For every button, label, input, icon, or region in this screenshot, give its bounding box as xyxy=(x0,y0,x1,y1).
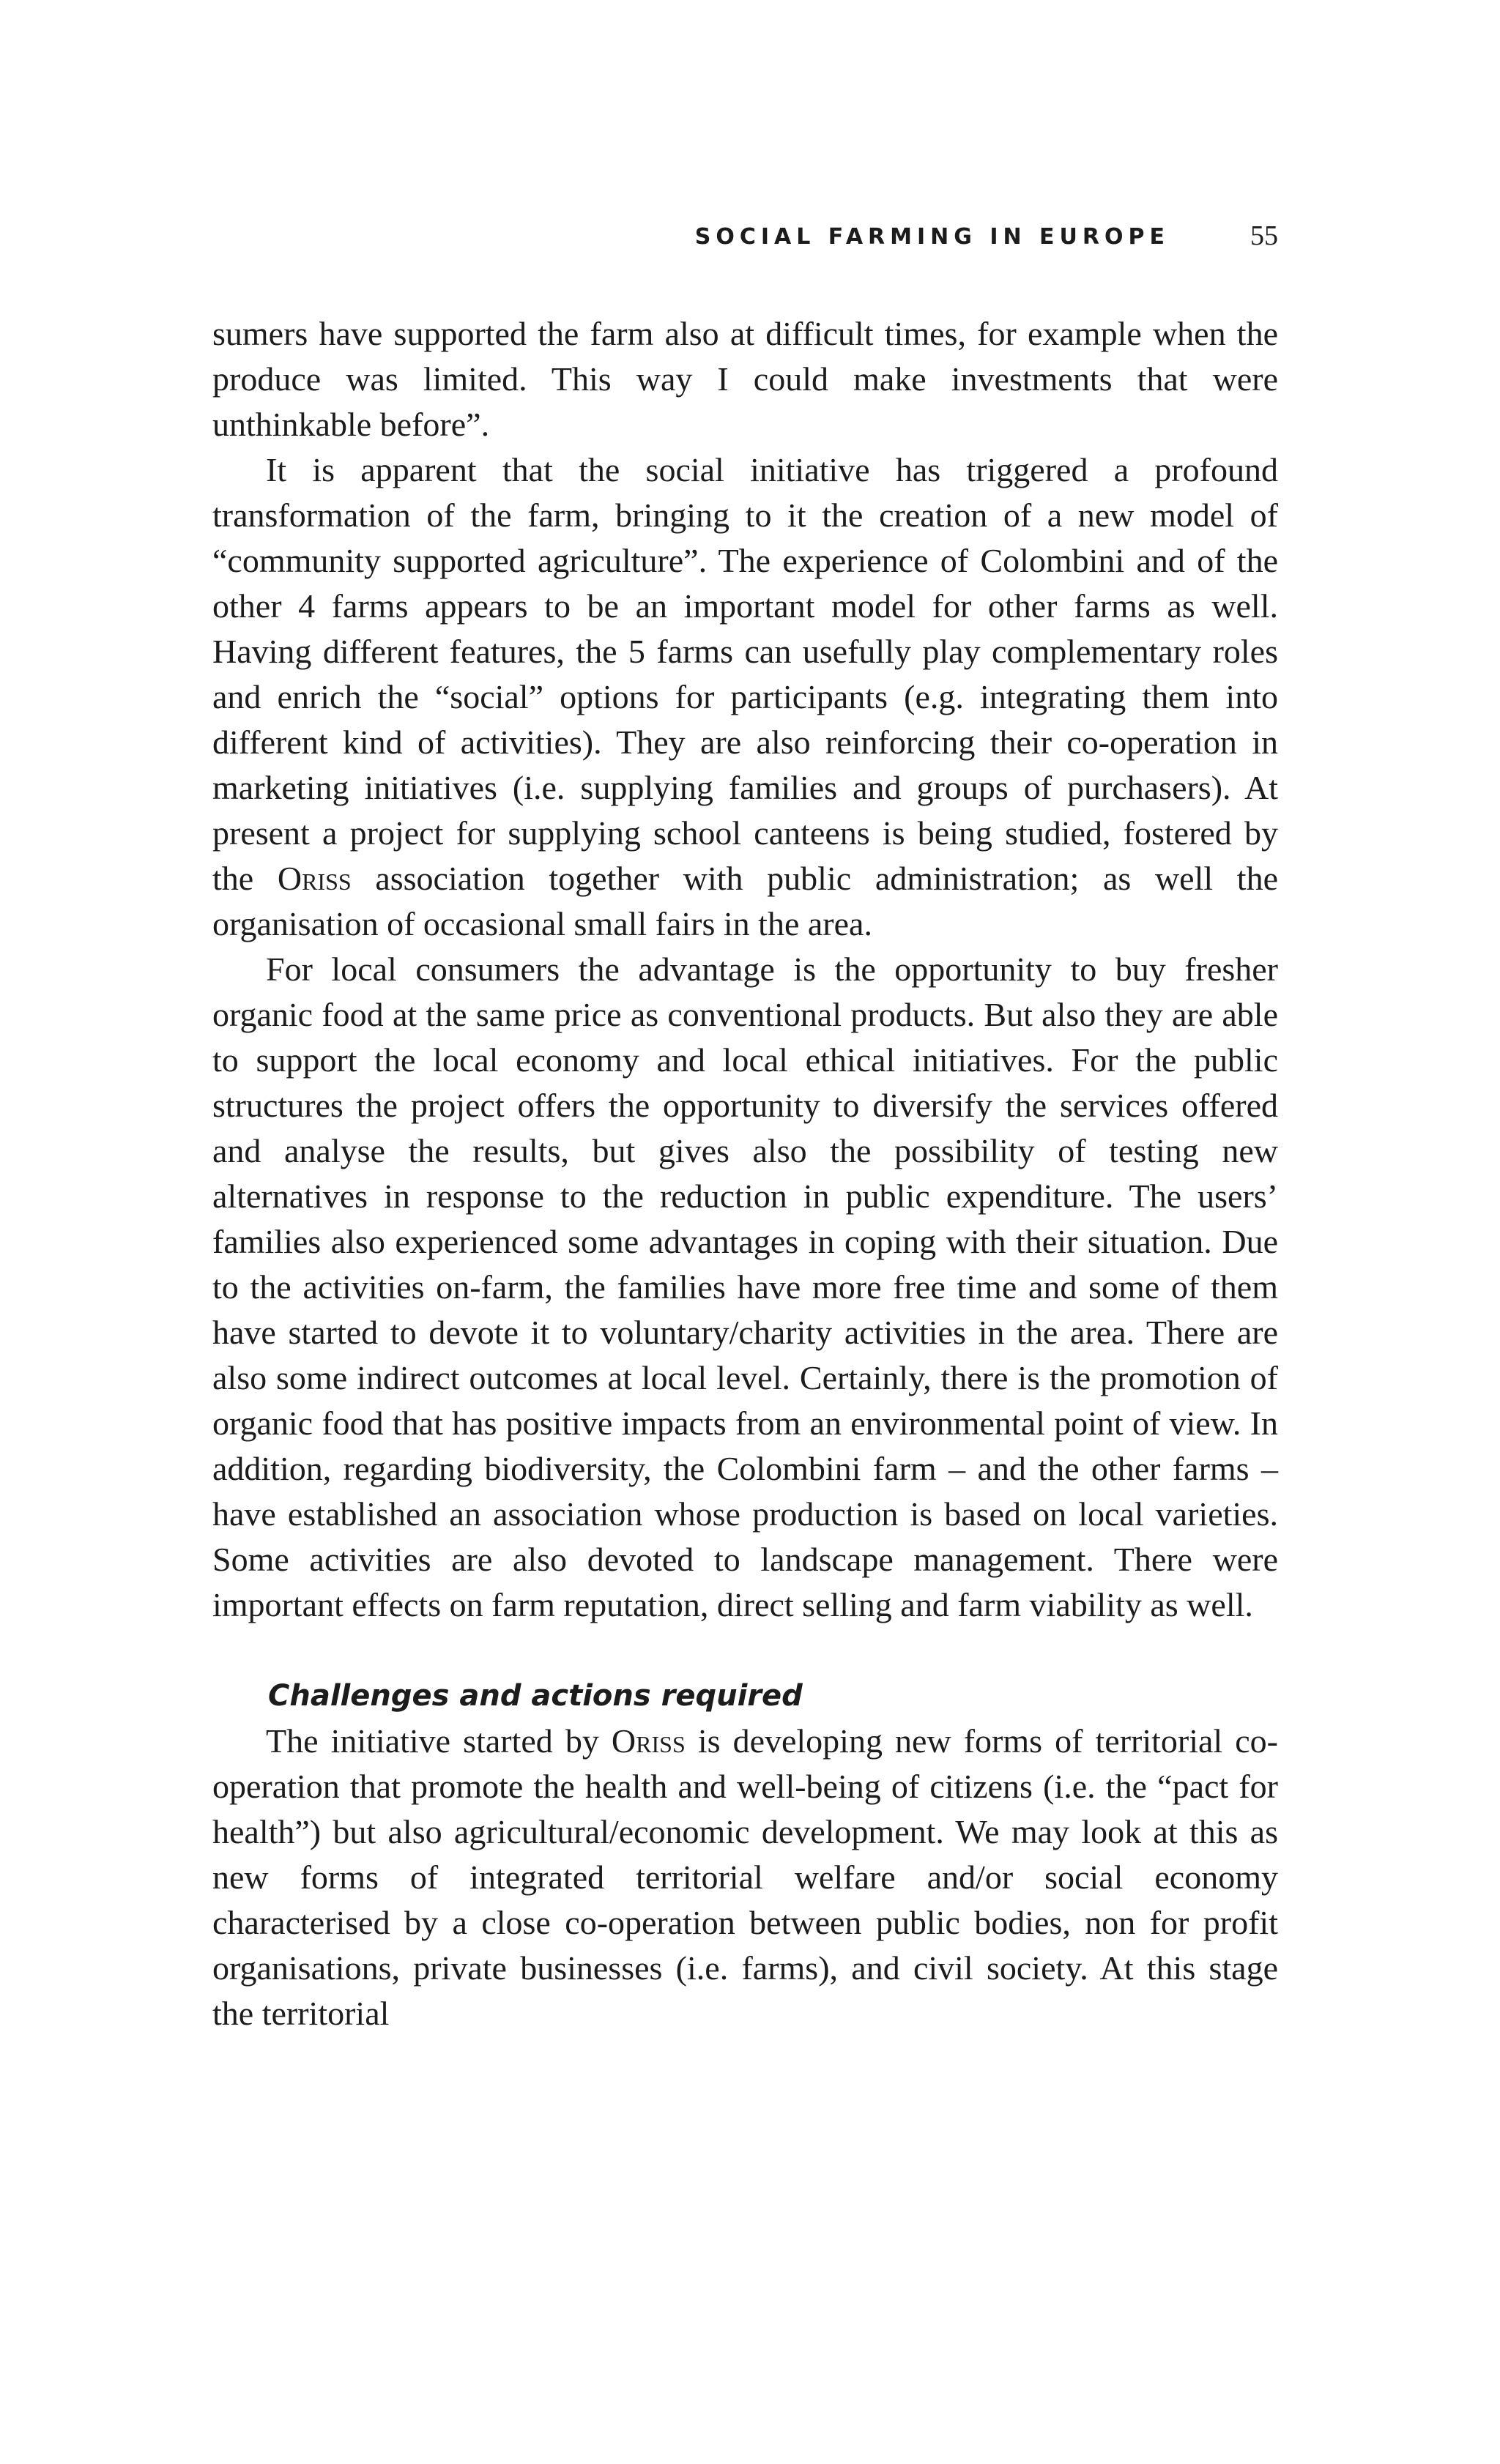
page-number: 55 xyxy=(1250,220,1278,251)
paragraph-continuation: sumers have supported the farm also at difficult times, for example when the produce was limited. This way I could make investments that were unthinkable before”. xyxy=(212,315,1278,443)
paragraph-text: The initiative started by xyxy=(266,1722,612,1760)
paragraph-territorial-cooperation xyxy=(212,1719,1278,2036)
running-title: SOCIAL FARMING IN EUROPE xyxy=(694,224,1170,250)
organisation-name: Oriss xyxy=(611,1722,686,1760)
paragraph-text: association together with public administration; as well the organisation of occasional small fairs in the area. xyxy=(212,860,1279,942)
paragraph-text: It is apparent that the social initiative has triggered a profound transformation of the farm, bringing to it the creation of a new model of “community supported agriculture”. The experience of Colombini and of the other 4 farms appears to be an important model for other farms as well. Having different features, the 5 farms can usefully play complementary roles and enrich the “social” options for participants (e.g. integrating them into different kind of activities). They are also reinforcing their co-operation in marketing initiatives (i.e. supplying families and groups of purchasers). At present a project for supplying school canteens is being studied, fostered by the xyxy=(212,451,1278,897)
section-heading: Challenges and actions required xyxy=(268,1679,803,1713)
paragraph-local-consumers: For local consumers the advantage is the opportunity to buy fresher organic food at the same price as conventional products. But also they are able to support the local economy and local ethical initiatives. For the public structures the project offers the opportunity to diversify the services offered and analyse the results, but gives also the possibility of testing new alternatives in response to the reduction in public expenditure. The users’ families also experienced some advantages in coping with their situation. Due to the activities on-farm, the families have more free time and some of them have started to devote it to voluntary/charity activities in the area. There are also some indirect outcomes at local level. Certainly, there is the promotion of organic food that has positive impacts from an environmental point of view. In addition, regarding biodiversity, the Colombini farm – and the other farms – have established an association whose production is based on local varieties. Some activities are also devoted to landscape management. There were important effects on farm reputation, direct selling and farm viability as well. xyxy=(212,950,1278,1623)
running-head xyxy=(212,220,1278,264)
body-text xyxy=(212,311,1278,2036)
paragraph-social-initiative xyxy=(212,447,1278,947)
organisation-name: Oriss xyxy=(277,860,352,897)
paragraph-text: is developing new forms of territorial co-operation that promote the health and well-being of citizens (i.e. the “pact for health”) but also agricultural/economic development. We may look at this as new forms of integrated territorial welfare and/or social economy characterised by a close co-operation between public bodies, non for profit organisations, private businesses (i.e. farms), and civil society. At this stage the territorial xyxy=(212,1722,1278,2032)
